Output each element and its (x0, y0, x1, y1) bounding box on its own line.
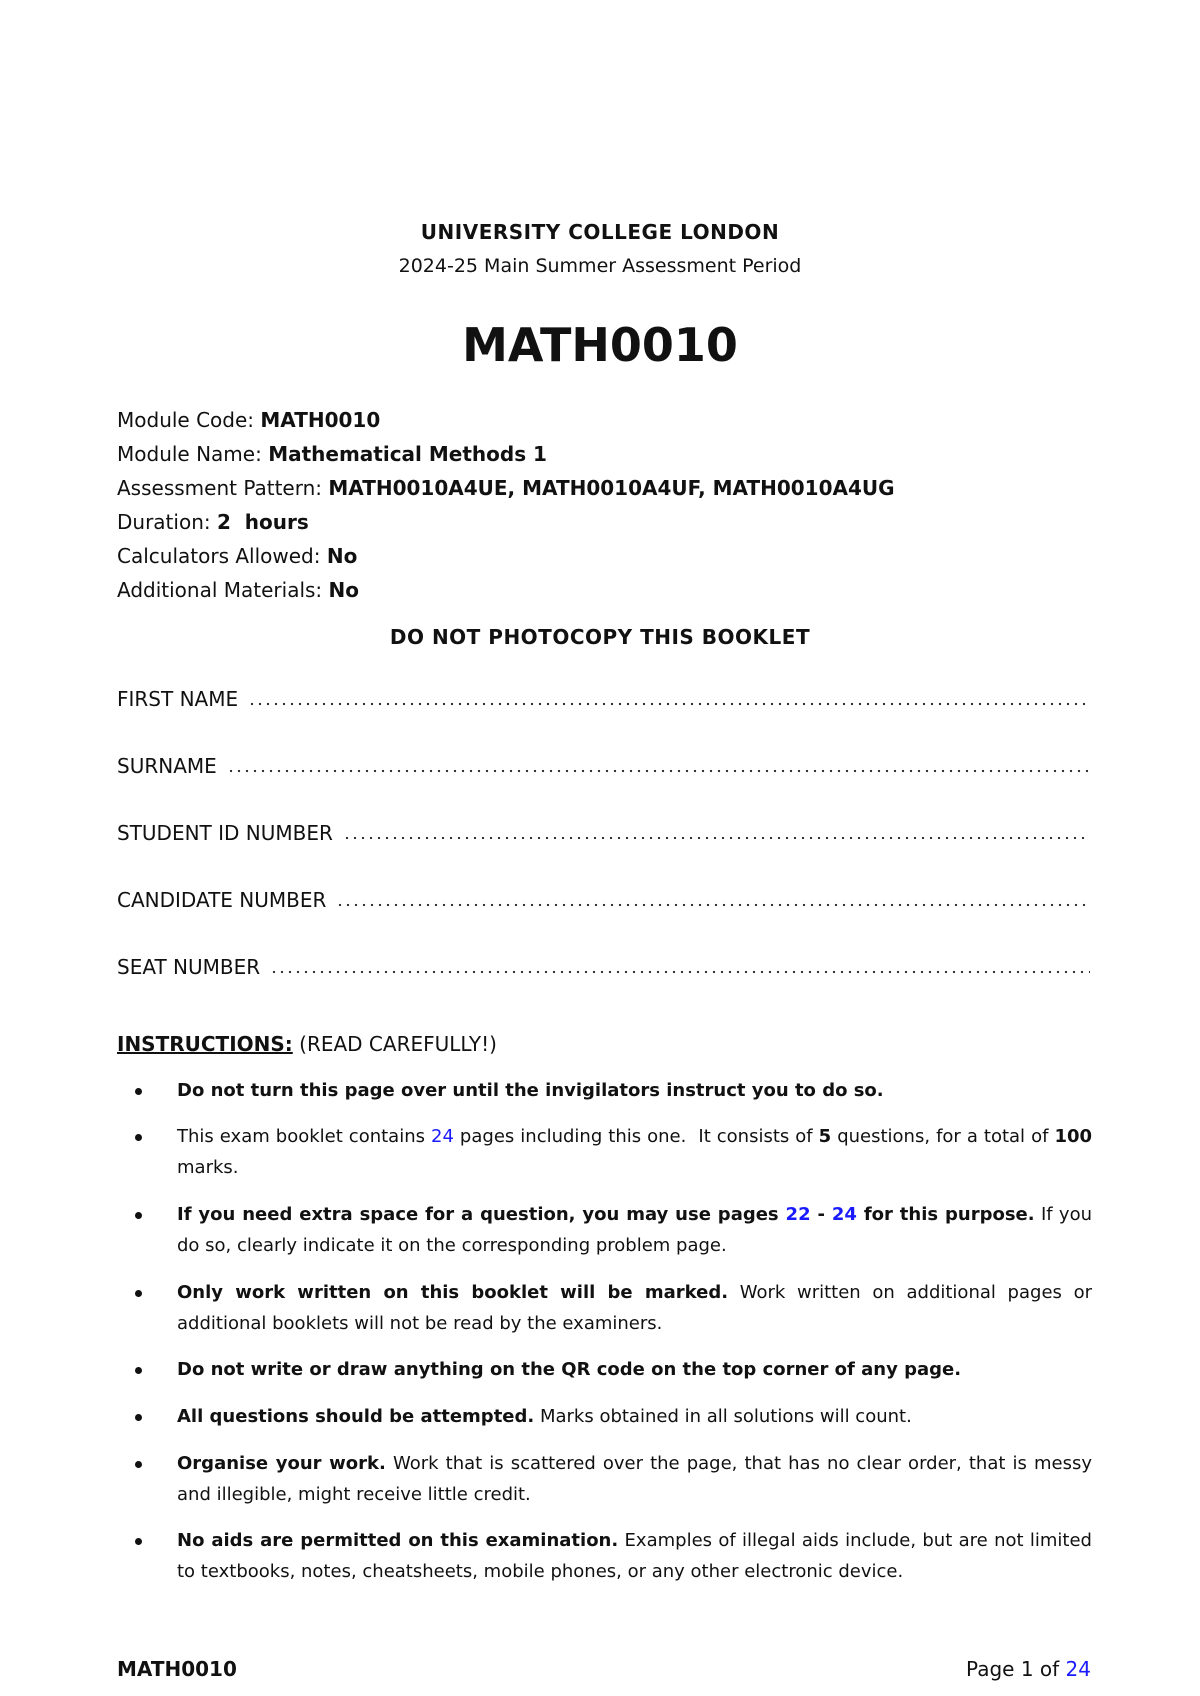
bullet-icon (135, 1367, 142, 1374)
total-pages-link[interactable]: 24 (431, 1126, 454, 1147)
instruction-item (154, 1121, 1092, 1183)
seat-number-field[interactable] (117, 953, 1090, 979)
field-label: SEAT NUMBER (117, 955, 261, 979)
dotted-line (248, 701, 1090, 707)
instruction-bold: All questions should be attempted. (177, 1406, 535, 1427)
meta-value: No (328, 578, 360, 602)
total-pages-link[interactable]: 24 (1065, 1657, 1091, 1681)
additional-materials-row (117, 578, 359, 602)
instructions-title: INSTRUCTIONS: (117, 1032, 293, 1056)
dotted-line (336, 902, 1090, 908)
do-not-photocopy-warning: DO NOT PHOTOCOPY THIS BOOKLET (389, 625, 811, 649)
instruction-bold: Only work written on this booklet will be marked. (177, 1282, 729, 1303)
instruction-text: questions, for a total of (831, 1126, 1055, 1147)
footer-text: of (1033, 1657, 1066, 1681)
bullet-icon (135, 1414, 142, 1421)
meta-value: 2 hours (216, 510, 309, 534)
field-label: SURNAME (117, 754, 217, 778)
student-id-field[interactable] (117, 819, 1090, 845)
candidate-number-field[interactable] (117, 886, 1090, 912)
footer-module-code: MATH0010 (117, 1657, 237, 1681)
field-label: STUDENT ID NUMBER (117, 821, 333, 845)
meta-label: Additional Materials: (117, 578, 323, 602)
meta-value: MATH0010 (260, 408, 381, 432)
instruction-bold: If you need extra space for a question, you may use pages (177, 1204, 786, 1225)
university-name: UNIVERSITY COLLEGE LONDON (420, 220, 780, 244)
instructions-note: (READ CAREFULLY!) (299, 1032, 497, 1056)
surname-field[interactable] (117, 752, 1090, 778)
meta-value: MATH0010A4UE, MATH0010A4UF, MATH0010A4UG (328, 476, 895, 500)
bullet-icon (135, 1212, 142, 1219)
instruction-text: marks. (177, 1157, 239, 1178)
footer-page-number (966, 1657, 1091, 1681)
instruction-item (154, 1525, 1092, 1587)
instruction-item (154, 1075, 1092, 1106)
bullet-icon (135, 1538, 142, 1545)
bullet-icon (135, 1461, 142, 1468)
module-code-title: MATH0010 (462, 318, 738, 372)
instruction-text: Examples of illegal aids include, but are not limited to textbooks, notes, cheatsheets, mobile phones, or any other electronic device. (177, 1530, 1092, 1582)
field-label: FIRST NAME (117, 687, 239, 711)
page-link-22[interactable]: 22 (785, 1204, 811, 1225)
current-page: 1 (1020, 1657, 1034, 1681)
instruction-bold: Do not write or draw anything on the QR code on the top corner of any page. (177, 1359, 962, 1380)
page-link-24[interactable]: 24 (831, 1204, 857, 1225)
instruction-item (154, 1448, 1092, 1510)
instructions-heading (117, 1032, 497, 1056)
meta-value: No (326, 544, 358, 568)
instruction-bold: for this purpose. (856, 1204, 1035, 1225)
instruction-item (154, 1199, 1092, 1261)
meta-label: Module Code: (117, 408, 255, 432)
instruction-text: This exam booklet contains (177, 1126, 432, 1147)
bullet-icon (135, 1088, 142, 1095)
duration-row (117, 510, 309, 534)
dotted-line (343, 835, 1090, 841)
instruction-item (154, 1401, 1092, 1432)
question-count: 5 (818, 1126, 832, 1147)
calculators-row (117, 544, 357, 568)
footer-text: Page (966, 1657, 1021, 1681)
instruction-item (154, 1277, 1092, 1339)
assessment-pattern-row (117, 476, 895, 500)
module-code-row (117, 408, 380, 432)
instruction-bold: Organise your work. (177, 1453, 386, 1474)
instruction-bold: - (810, 1204, 832, 1225)
module-name-row (117, 442, 547, 466)
instruction-bold: No aids are permitted on this examination. (177, 1530, 619, 1551)
instruction-text: pages including this one. It consists of (453, 1126, 819, 1147)
dotted-line (270, 969, 1090, 975)
assessment-period: 2024-25 Main Summer Assessment Period (398, 255, 802, 277)
dotted-line (227, 768, 1090, 774)
total-marks: 100 (1054, 1126, 1093, 1147)
meta-value: Mathematical Methods 1 (268, 442, 547, 466)
meta-label: Module Name: (117, 442, 262, 466)
meta-label: Assessment Pattern: (117, 476, 323, 500)
bullet-icon (135, 1290, 142, 1297)
field-label: CANDIDATE NUMBER (117, 888, 327, 912)
meta-label: Calculators Allowed: (117, 544, 321, 568)
instruction-bold: Do not turn this page over until the invigilators instruct you to do so. (177, 1080, 884, 1101)
meta-label: Duration: (117, 510, 211, 534)
instruction-item (154, 1354, 1092, 1385)
first-name-field[interactable] (117, 685, 1090, 711)
instruction-text: Marks obtained in all solutions will count. (534, 1406, 912, 1427)
instruction-text: If you do so, clearly indicate it on the corresponding problem page. (177, 1204, 1093, 1256)
instruction-text: Work written on additional pages or additional booklets will not be read by the examiners. (177, 1282, 1092, 1334)
instruction-text: Work that is scattered over the page, that has no clear order, that is messy and illegible, might receive little credit. (177, 1453, 1093, 1505)
bullet-icon (135, 1134, 142, 1141)
